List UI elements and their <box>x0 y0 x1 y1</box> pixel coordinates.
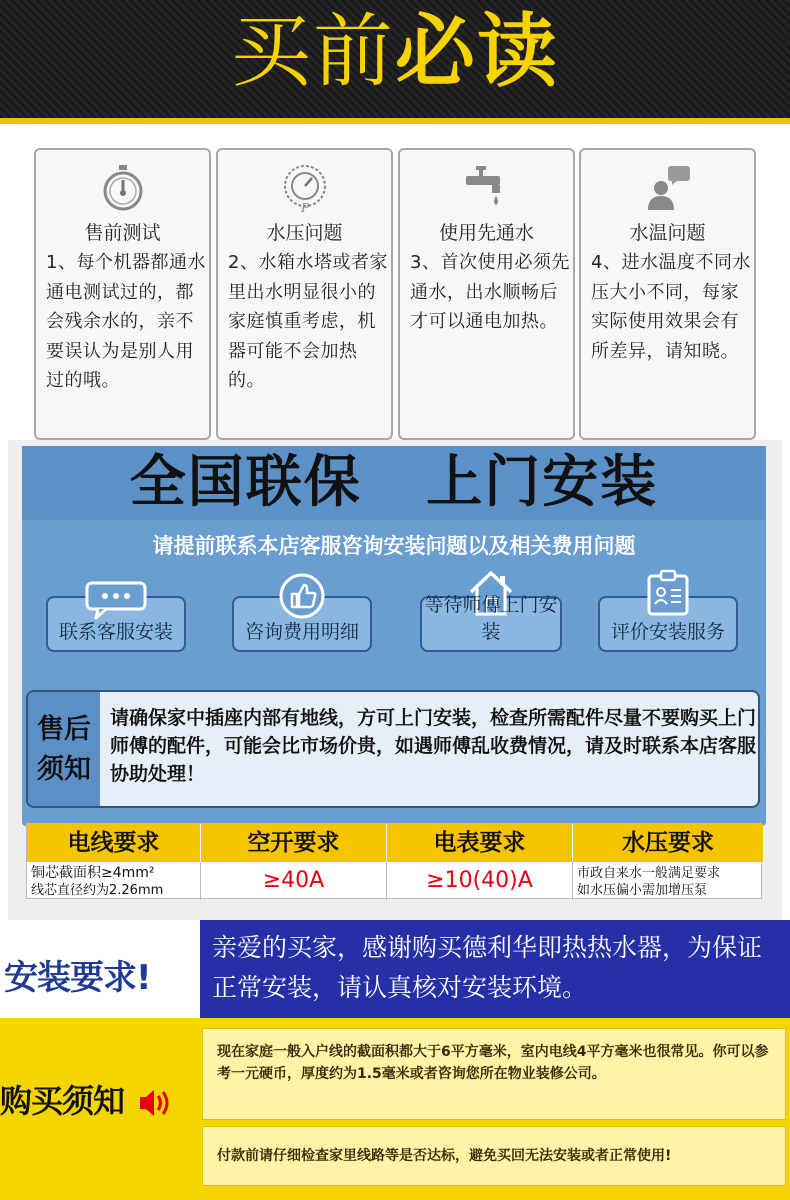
step-label: 等待师傅上门安装 <box>424 594 558 643</box>
step-fee-details <box>232 596 372 652</box>
service-panel <box>22 446 766 826</box>
id-badge-icon <box>645 568 691 618</box>
water-tap-icon <box>462 162 512 212</box>
step-contact-service <box>46 596 186 652</box>
install-message-box <box>200 920 790 1018</box>
title-thin: 买前 <box>231 5 395 98</box>
card-water-pressure <box>216 148 393 440</box>
cell-breaker: ≥40A <box>201 862 387 900</box>
title-bold: 必读 <box>395 5 559 98</box>
stopwatch-icon <box>98 162 148 212</box>
speaker-icon <box>134 1083 174 1123</box>
header-wire: 电线要求 <box>27 824 201 862</box>
cell-pressure <box>573 862 763 900</box>
purchase-note-1: 现在家庭一般入户线的截面积都大于6平方毫米，室内电线4平方毫米也很常见。你可以参考一元硬币，厚度约为1.5毫米或者咨询您所在物业装修公司。 <box>217 1044 769 1082</box>
purchase-label-text: 购买须知 <box>0 1082 125 1120</box>
wire-line-1: 铜芯截面积≥4mm² <box>31 865 155 881</box>
cell-wire <box>27 862 201 900</box>
person-speech-icon <box>643 162 693 212</box>
install-message: 亲爱的买家，感谢购买德利华即热热水器，为保证正常安装，请认真核对安装环境。 <box>212 933 763 1002</box>
svg-text:P: P <box>300 201 309 214</box>
card-title: 水温问题 <box>629 222 706 244</box>
purchase-note-1-box <box>202 1028 786 1120</box>
card-water-temp <box>579 148 756 440</box>
header-breaker: 空开要求 <box>201 824 387 862</box>
card-title: 水压问题 <box>266 222 343 244</box>
step-label: 评价安装服务 <box>610 621 725 643</box>
install-label: 安装要求! <box>4 958 151 998</box>
card-text: 3、首次使用必须先通水，出水顺畅后才可以通电加热。 <box>410 252 570 332</box>
purchase-note-2-box <box>202 1126 786 1186</box>
service-notice: 请提前联系本店客服咨询安装问题以及相关费用问题 <box>152 534 636 558</box>
cell-meter: ≥10(40)A <box>387 862 573 900</box>
page-title <box>0 6 790 98</box>
card-text: 1、每个机器都通水通电测试过的，都会残余水的，亲不要误认为是别人用过的哦。 <box>46 252 206 391</box>
card-title: 使用先通水 <box>438 222 534 244</box>
step-label: 联系客服安装 <box>58 621 173 643</box>
card-water-first <box>398 148 575 440</box>
after-sales-side <box>28 692 100 806</box>
header-meter: 电表要求 <box>387 824 573 862</box>
pressure-line-1: 市政自来水一般满足要求 <box>577 866 721 881</box>
purchase-note-2: 付款前请仔细检查家里线路等是否达标，避免买回无法安装或者正常使用! <box>217 1148 672 1164</box>
header-pressure: 水压要求 <box>573 824 763 862</box>
service-title-band <box>22 446 766 520</box>
install-label-box <box>0 928 200 1018</box>
card-presale-test <box>34 148 211 440</box>
wire-line-2: 线芯直径约为2.26mm <box>31 883 164 898</box>
step-wait-install <box>420 596 562 652</box>
card-text: 4、进水温度不同水压大小不同，每家实际使用效果会有所差异，请知晓。 <box>591 252 751 362</box>
page-header <box>0 0 790 118</box>
step-label: 咨询费用明细 <box>244 621 359 643</box>
after-sales-label: 售后须知 <box>37 714 91 785</box>
service-title: 全国联保 上门安装 <box>129 450 659 515</box>
purchase-notice <box>0 1018 790 1200</box>
header-divider <box>0 118 790 124</box>
after-sales-notice <box>26 690 760 808</box>
chat-bubble-icon <box>84 580 148 620</box>
after-sales-text: 请确保家中插座内部有地线，方可上门安装，检查所需配件尽量不要购买上门师傅的配件，可能会比市场价贵，如遇师傅乱收费情况，请及时联系本店客服协助处理！ <box>110 707 757 785</box>
requirements-table <box>26 823 762 899</box>
card-text: 2、水箱水塔或者家里出水明显很小的家庭慎重考虑，机器可能不会加热的。 <box>228 252 388 391</box>
step-rate-service <box>598 596 738 652</box>
thumbs-up-icon <box>278 572 326 620</box>
card-title: 售前测试 <box>84 222 161 244</box>
info-cards <box>34 148 756 440</box>
pressure-line-2: 如水压偏小需加增压泵 <box>577 883 708 898</box>
pressure-gauge-icon <box>279 162 331 214</box>
purchase-label <box>0 1076 174 1123</box>
